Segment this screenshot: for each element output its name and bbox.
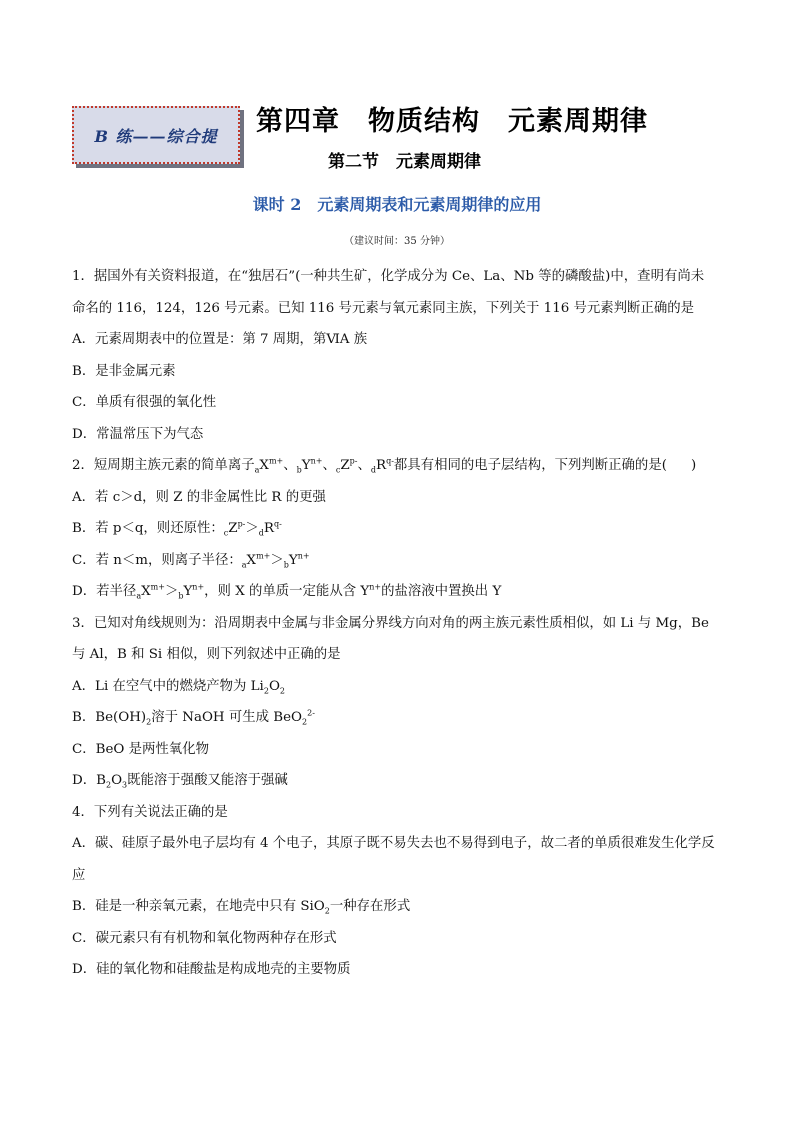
- q3-option-a: A．Li 在空气中的燃烧产物为 $Li_2O_2$: [72, 678, 286, 696]
- q2-option-b: B．若 p＜q，则还原性：$_cZ^{p-}>_dR^{q-}$: [72, 519, 282, 538]
- q4-option-a: A．碳、硅原子最外电子层均有 4 个电子，其原子既不易失去也不易得到电子，故二者的单质很难发生化学反应: [72, 836, 715, 883]
- lesson-title: 课时 2 元素周期表和元素周期律的应用: [252, 195, 542, 214]
- q1-stem-line2: 命名的 116，124，126 号元素。已知 116 号元素与氧元素同主族，下列关于 116 号元素判断正确的是: [72, 300, 695, 316]
- q1-option-a: A．元素周期表中的位置是：第 7 周期，第ⅥA 族: [72, 332, 368, 347]
- q3-option-b: B．$Be(OH)_2$溶于 NaOH 可生成 BeO$_2^{2-}$: [72, 708, 315, 727]
- q3-stem-line1: 3．已知对角线规则为：沿周期表中金属与非金属分界线方向对角的两主族元素性质相似，如 Li 与 Mg，Be: [72, 615, 709, 631]
- q1-option-d: D．常温常压下为气态: [72, 426, 204, 442]
- q3-option-d: D．$B_2O_3$既能溶于强酸又能溶于强碱: [72, 773, 288, 790]
- q4-option-b: B．硅是一种亲氧元素，在地壳中只有 SiO$_2$一种存在形式: [72, 899, 411, 916]
- q4-option-c: C．碳元素只有有机物和氧化物两种存在形式: [72, 930, 337, 946]
- q3-stem-line2: 与 Al，B 和 Si 相似，则下列叙述中正确的是: [72, 647, 341, 662]
- chapter-title: 第四章 物质结构 元素周期律: [256, 106, 648, 137]
- q2-option-c: C．若 n＜m，则离子半径：$_aX^{m+}>_bY^{n+}$: [72, 551, 310, 570]
- q1-option-c: C．单质有很强的氧化性: [72, 395, 217, 410]
- suggested-time: （建议时间：35 分钟）: [344, 236, 450, 247]
- questions: [72, 261, 727, 986]
- section-title: 第二节 元素周期律: [328, 152, 481, 172]
- q2-option-a: A．若 c＞d，则 Z 的非金属性比 R 的更强: [72, 489, 326, 505]
- practice-badge: [72, 106, 240, 164]
- q2-stem: 2．短周期主族元素的简单离子$_aX^{m+}$、$_bY^{n+}$、$_cZ^{p-}$、$_dR^{q-}$都具有相同的电子层结构，下列判断正确的是( ): [72, 456, 697, 475]
- q4-option-d: D．硅的氧化物和硅酸盐是构成地壳的主要物质: [72, 962, 351, 977]
- q1-stem-line1: 1．据国外有关资料报道，在“独居石”(一种共生矿，化学成分为 Ce、La、Nb 等的磷酸盐)中，查明有尚未: [72, 269, 705, 284]
- q3-option-c: C．BeO 是两性氧化物: [72, 741, 209, 757]
- q1-option-b: B．是非金属元素: [72, 363, 176, 379]
- q2-option-d: D．若半径$_aX^{m+}>_bY^{n+}$，则 X 的单质一定能从含 $Y^{n+}$的盐溶液中置换出 Y: [72, 582, 502, 601]
- badge-label: B 练——综合提: [94, 127, 218, 146]
- q4-stem: 4．下列有关说法正确的是: [72, 804, 228, 820]
